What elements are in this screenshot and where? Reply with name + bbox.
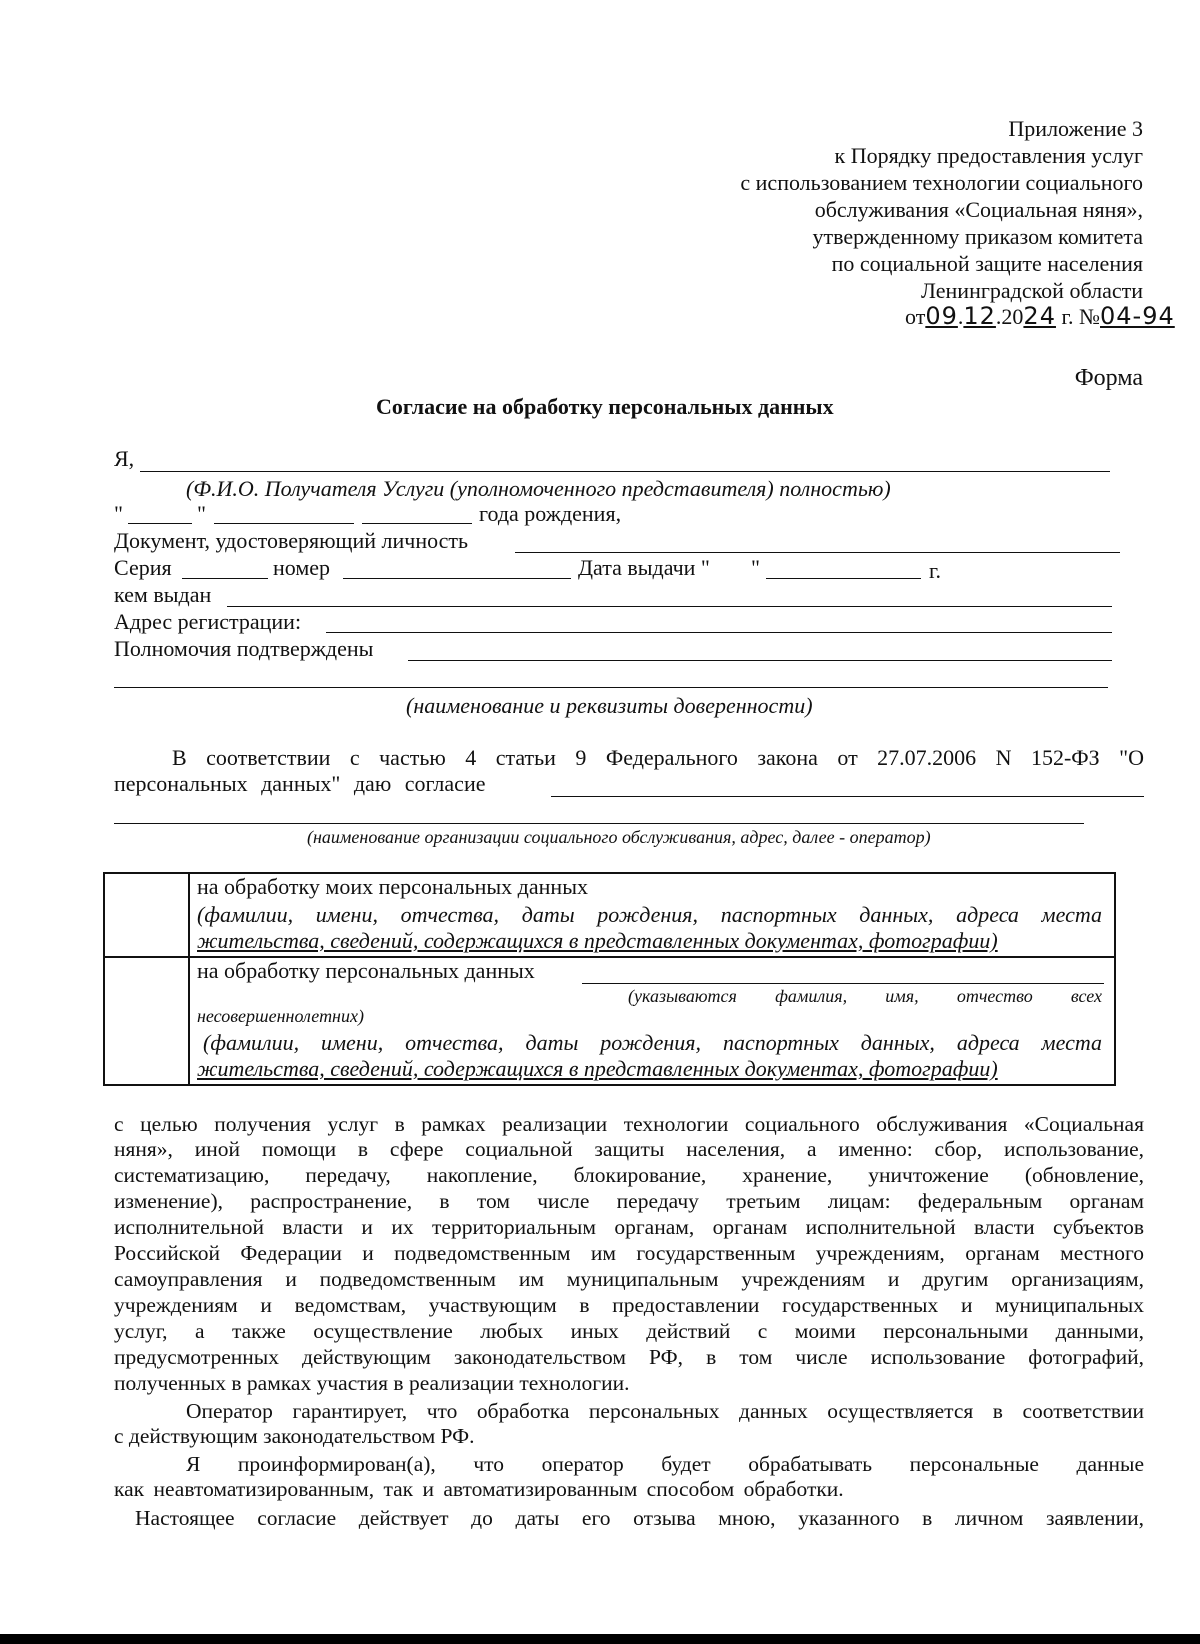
authority-field[interactable] <box>408 660 1112 661</box>
form-label: Форма <box>1074 365 1143 391</box>
order-date-line: от09.12.2024 г. №04-94 <box>905 302 1175 330</box>
consent-line-2: персональных данных" даю согласие <box>114 771 486 796</box>
header-line-7: Ленинградской области <box>921 278 1143 303</box>
purpose-line-1: с целью получения услуг в рамках реализации технологии социального обслуживания «Социальная <box>114 1112 1144 1136</box>
issue-date-label: Дата выдачи " <box>578 555 710 580</box>
purpose-line-7: самоуправления и подведомственным им муниципальным учреждениям и другим организациям, <box>114 1267 1144 1291</box>
row2-detail-2: жительства, сведений, содержащихся в представленных документах, фотографии) <box>197 1056 998 1081</box>
row1-title: на обработку моих персональных данных <box>197 874 588 899</box>
purpose-line-2: няня», иной помощи в сфере социальной защиты населения, а именно: сбор, использование, <box>114 1137 1144 1161</box>
purpose-line-10: предусмотренных действующим законодательством РФ, в том числе использование фотографий, <box>114 1345 1144 1369</box>
authority-label: Полномочия подтверждены <box>114 636 374 661</box>
authority-caption: (наименование и реквизиты доверенности) <box>406 693 813 718</box>
informed-line-1: Я проинформирован(а), что оператор будет обрабатывать персональные данные <box>186 1452 1144 1476</box>
operator-field-continued[interactable] <box>114 823 1084 824</box>
birth-year-field[interactable] <box>362 523 472 524</box>
checkbox-own-data[interactable] <box>105 874 186 954</box>
header-line-4: обслуживания «Социальная няня», <box>814 197 1143 222</box>
purpose-line-3: систематизацию, передачу, накопление, блокирование, хранение, уничтожение (обновление, <box>114 1163 1144 1187</box>
birth-quote-close: " <box>197 501 206 526</box>
birth-month-field[interactable] <box>214 523 354 524</box>
validity-line: Настоящее согласие действует до даты его отзыва мною, указанного в личном заявлении, <box>135 1506 1144 1530</box>
date-month: 12 <box>963 302 996 330</box>
header-line-1: Приложение 3 <box>1008 116 1143 141</box>
date-day: 09 <box>925 302 958 330</box>
consent-line-1: В соответствии с частью 4 статьи 9 Федерального закона от 27.07.2006 N 152-ФЗ "О <box>172 745 1144 770</box>
issue-date-quote-close: " <box>751 555 760 580</box>
document-field[interactable] <box>515 552 1120 553</box>
purpose-line-11: полученных в рамках участия в реализации технологии. <box>114 1371 630 1395</box>
issued-by-label: кем выдан <box>114 582 212 607</box>
children-names-field[interactable] <box>582 983 1104 984</box>
purpose-line-5: исполнительной власти и их территориальным органам, органам исполнительной власти субъектов <box>114 1215 1144 1239</box>
purpose-line-6: Российской Федерации и подведомственным им государственным учреждениям, органам местного <box>114 1241 1144 1265</box>
purpose-line-9: услуг, а также осуществление любых иных действий с моими персональными данными, <box>114 1319 1144 1343</box>
date-prefix: от <box>905 304 926 329</box>
purpose-line-4: изменение), распространение, в том числе передачу третьим лицам: федеральным органам <box>114 1189 1144 1213</box>
table-column-divider <box>188 874 190 1084</box>
row2-title: на обработку персональных данных <box>197 958 535 983</box>
date-year-prefix: 20 <box>1001 304 1024 329</box>
fio-caption: (Ф.И.О. Получателя Услуги (уполномоченного представителя) полностью) <box>186 476 891 501</box>
number-label: г. № <box>1061 304 1101 329</box>
header-line-2: к Порядку предоставления услуг <box>834 143 1143 168</box>
birth-year-label: года рождения, <box>479 501 622 526</box>
issued-by-field[interactable] <box>227 606 1112 607</box>
operator-field[interactable] <box>551 796 1144 797</box>
row2-note-2: несовершеннолетних) <box>197 1006 364 1026</box>
issue-date-field[interactable] <box>766 578 921 579</box>
header-line-5: утвержденному приказом комитета <box>812 224 1143 249</box>
row2-note-1: (указываются фамилия, имя, отчество всех <box>628 986 1102 1006</box>
issue-year-label: г. <box>929 558 942 583</box>
authority-field-continued[interactable] <box>114 687 1108 688</box>
header-line-3: с использованием технологии социального <box>740 170 1143 195</box>
row2-detail-1: (фамилии, имени, отчества, даты рождения, паспортных данных, адреса места <box>203 1030 1102 1055</box>
purpose-line-8: учреждениям и ведомствам, участвующим в предоставлении государственных и муниципальных <box>114 1293 1144 1317</box>
document-title: Согласие на обработку персональных данных <box>376 394 834 419</box>
operator-caption: (наименование организации социального обслуживания, адрес, далее - оператор) <box>307 827 931 847</box>
scan-edge-bar <box>0 1634 1200 1644</box>
date-year-suffix: 24 <box>1023 302 1056 330</box>
number-label: номер <box>273 555 331 580</box>
row1-detail-1: (фамилии, имени, отчества, даты рождения, паспортных данных, адреса места <box>197 902 1102 927</box>
birth-quote-open: " <box>114 501 123 526</box>
fio-field[interactable] <box>140 471 1110 472</box>
row1-detail-2: жительства, сведений, содержащихся в представленных документах, фотографии) <box>197 928 998 953</box>
operator-line-2: с действующим законодательством РФ. <box>114 1424 475 1448</box>
series-label: Серия <box>114 555 172 580</box>
ya-label: Я, <box>114 446 135 471</box>
number-field[interactable] <box>343 578 571 579</box>
address-label: Адрес регистрации: <box>114 609 302 634</box>
birth-day-field[interactable] <box>128 523 192 524</box>
order-number: 04-94 <box>1100 302 1175 330</box>
informed-line-2: как неавтоматизированным, так и автоматизированным способом обработки. <box>114 1477 844 1501</box>
header-line-6: по социальной защите населения <box>831 251 1143 276</box>
document-label: Документ, удостоверяющий личность <box>114 528 469 553</box>
series-field[interactable] <box>182 578 268 579</box>
operator-line-1: Оператор гарантирует, что обработка персональных данных осуществляется в соответствии <box>186 1399 1144 1423</box>
checkbox-children-data[interactable] <box>105 956 186 1080</box>
address-field[interactable] <box>326 632 1112 633</box>
